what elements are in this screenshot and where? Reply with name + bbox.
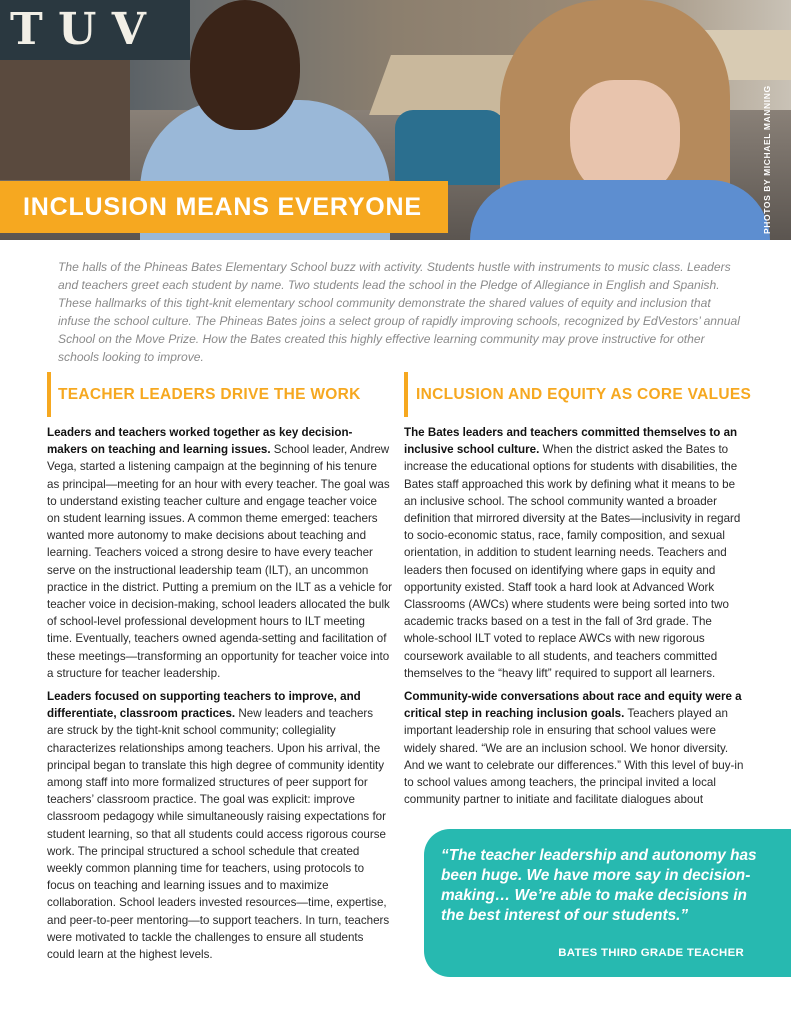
title-banner [0, 181, 448, 233]
section-heading-inclusion-equity: INCLUSION AND EQUITY AS CORE VALUES [416, 386, 752, 403]
left-paragraph-1 [47, 424, 392, 682]
section-heading-teacher-leaders: TEACHER LEADERS DRIVE THE WORK [58, 386, 361, 403]
paragraph-lead: Community-wide conversations about race and equity were a critical step in reaching inclusion goals. [404, 690, 742, 721]
student-head [190, 0, 300, 130]
pull-quote-attribution: BATES THIRD GRADE TEACHER [558, 947, 744, 959]
paragraph-lead: The Bates leaders and teachers committed themselves to an inclusive school culture. [404, 426, 738, 457]
photo-credit: PHOTOS BY MICHAEL MANNING [762, 85, 772, 234]
paragraph-lead: Leaders and teachers worked together as key decision-makers on teaching and learning issues. [47, 426, 353, 457]
paragraph-lead: Leaders focused on supporting teachers to improve, and differentiate, classroom practices. [47, 690, 361, 721]
pull-quote-box [424, 829, 791, 977]
pull-quote-text: “The teacher leadership and autonomy has been huge. We have more say in decision-making… We’re able to make decisions in the best interest of our students.” [441, 847, 757, 924]
bookshelf [0, 60, 130, 180]
student-shirt [470, 180, 770, 240]
board-letters: T U V [10, 4, 146, 55]
left-paragraph-2 [47, 688, 392, 963]
intro-paragraph: The halls of the Phineas Bates Elementary School buzz with activity. Students hustle with instruments to music class. Leaders and teachers greet each student by name. Two students lead the school in the Pledge of Allegiance in English and Spanish. These hallmarks of this tight-knit elementary school community demonstrate the shared values of equity and inclusion that infuse the school culture. The Phineas Bates joins a select group of rapidly improving schools, recognized by EdVestors’ annual School on the Move Prize. How the Bates created this highly effective learning community may prove instructive for other schools looking to improve. [58, 260, 740, 364]
alphabet-board [0, 0, 190, 60]
paragraph-body: School leader, Andrew Vega, started a listening campaign at the beginning of his tenure as principal—meeting for an hour with every teacher. The goal was to understand existing teacher culture and engage teacher voice on student learning issues. A common theme emerged: teachers wanted more autonomy to make decisions about teaching and learning. Teachers voiced a strong desire to have every teacher serve on the instructional leadership team (ILT), an uncommon practice in the district. Putting a premium on the ILT as a vehicle for teacher voice in decision-making, school leaders allocated the bulk of school-level professional development hours to ILT meeting time. Eventually, teachers owned agenda-setting and facilitation of these meetings—transforming an opportunity for teacher voice into a structure for teacher leadership. [47, 443, 392, 680]
page-title: INCLUSION MEANS EVERYONE [23, 192, 422, 221]
paragraph-body: When the district asked the Bates to increase the educational options for students with disabilities, the Bates staff approached this work by defining what it means to be an inclusive school. The school community wanted a broader definition that mirrored diversity at the Bates—inclusivity in regard to socio-economic status, race, family composition, and sexual orientation, in addition to student learning needs. Teachers and leaders then focused on identifying where gaps in equity and opportunity existed. Staff took a hard look at Advanced Work Classrooms (AWCs) where students were being sorted into two academic tracks based on a test in the fall of 3rd grade. The whole-school ILT voted to replace AWCs with new rigorous coursework available to all students, and teachers committed themselves to the “heavy lift” required to support all learners. [404, 443, 741, 680]
blue-chair [395, 110, 505, 185]
paragraph-body: New leaders and teachers are struck by the tight-knit school community; collegiality characterizes relationships among teachers. Upon his arrival, the principal began to translate this high degree of community identity among staff into more formalized structures of peer support for teachers’ classroom practice. The goal was explicit: improve classroom pedagogy while simultaneously raising expectations for student learning, so that all students could access rigorous course work. The principal structured a school schedule that created weekly common planning time for teachers, using protocols to focus on teaching and learning issues and to maximize collaboration. School leaders invested resources—time, expertise, and peer-to-peer mentoring—to support teachers. In turn, teachers were motivated to tackle the challenges to ensure all students could learn at the highest levels. [47, 707, 390, 962]
right-paragraph-2 [404, 688, 749, 808]
right-paragraph-1 [404, 424, 749, 682]
heading-accent-bar [404, 372, 408, 417]
paragraph-body: Teachers played an important leadership role in ensuring that school values were widely shared. “We are an inclusion school. We honor diversity. And we want to celebrate our differences.” With this level of buy-in to school values among teachers, the principal invited a local community partner to initiate and facilitate dialogues about [404, 707, 744, 807]
heading-accent-bar [47, 372, 51, 417]
